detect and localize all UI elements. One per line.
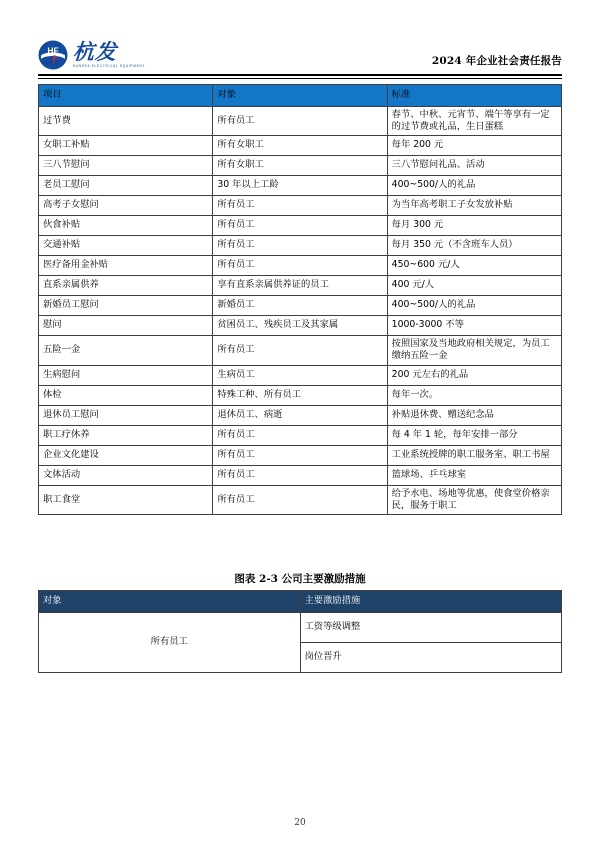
cell-target: 所有员工	[213, 425, 387, 445]
cell-target: 30 年以上工龄	[213, 176, 387, 196]
cell-measure: 工资等级调整	[300, 613, 562, 643]
cell-item: 高考子女慰问	[39, 196, 213, 216]
cell-target: 所有员工	[213, 236, 387, 256]
cell-standard: 篮球场、乒乓球室	[387, 465, 561, 485]
cell-target: 所有员工	[213, 465, 387, 485]
cell-standard: 按照国家及当地政府相关规定，为员工缴纳五险一金	[387, 336, 561, 366]
table-row	[39, 465, 562, 485]
cell-item: 老员工慰问	[39, 176, 213, 196]
logo-company-name-en: HANGFA ELECTRICAL EQUIPMENT	[73, 64, 146, 69]
incentive-table-body	[39, 613, 562, 673]
cell-standard: 400~500/人的礼品	[387, 296, 561, 316]
cell-item: 生病慰问	[39, 365, 213, 385]
running-header	[38, 0, 562, 72]
cell-target: 所有女职工	[213, 136, 387, 156]
cell-standard: 三八节慰问礼品、活动	[387, 156, 561, 176]
table-row	[39, 405, 562, 425]
header-rule-thin	[38, 78, 562, 79]
table-row	[39, 106, 562, 136]
column-header-object: 对象	[39, 591, 301, 613]
cell-standard: 每年一次。	[387, 385, 561, 405]
column-header-item: 项目	[39, 84, 213, 106]
table-row	[39, 613, 562, 643]
report-title: 2024 年企业社会责任报告	[431, 55, 562, 67]
cell-standard: 工业系统授牌的职工服务室、职工书屋	[387, 445, 561, 465]
cell-target: 所有员工	[213, 485, 387, 515]
company-logo	[38, 40, 145, 72]
cell-target: 所有员工	[213, 106, 387, 136]
cell-item: 女职工补贴	[39, 136, 213, 156]
cell-standard: 为当年高考职工子女发放补贴	[387, 196, 561, 216]
column-header-target: 对象	[213, 84, 387, 106]
cell-standard: 1000-3000 不等	[387, 316, 561, 336]
cell-item: 体检	[39, 385, 213, 405]
cell-item: 职工疗休养	[39, 425, 213, 445]
cell-target: 退休员工、病逝	[213, 405, 387, 425]
cell-target: 所有员工	[213, 445, 387, 465]
cell-target: 所有员工	[213, 196, 387, 216]
cell-item: 三八节慰问	[39, 156, 213, 176]
table-row	[39, 276, 562, 296]
cell-item: 过节费	[39, 106, 213, 136]
table-row	[39, 445, 562, 465]
section-spacer	[38, 515, 562, 571]
cell-item: 交通补贴	[39, 236, 213, 256]
cell-standard: 给予水电、场地等优惠，使食堂价格亲民，服务于职工	[387, 485, 561, 515]
table-row	[39, 236, 562, 256]
cell-target: 贫困员工、残疾员工及其家属	[213, 316, 387, 336]
page-number: 20	[294, 818, 306, 828]
cell-measure: 岗位晋升	[300, 643, 562, 673]
cell-target: 所有员工	[213, 256, 387, 276]
table-row	[39, 296, 562, 316]
cell-standard: 450~600 元/人	[387, 256, 561, 276]
cell-target: 生病员工	[213, 365, 387, 385]
cell-target: 新婚员工	[213, 296, 387, 316]
cell-item: 直系亲属供养	[39, 276, 213, 296]
cell-target: 所有女职工	[213, 156, 387, 176]
table-row	[39, 196, 562, 216]
cell-standard: 每 4 年 1 轮，每年安排一部分	[387, 425, 561, 445]
table-row	[39, 385, 562, 405]
column-header-measures: 主要激励措施	[300, 591, 562, 613]
table-row	[39, 316, 562, 336]
cell-item: 文体活动	[39, 465, 213, 485]
cell-standard: 400 元/人	[387, 276, 561, 296]
cell-item: 五险一金	[39, 336, 213, 366]
cell-standard: 春节、中秋、元宵节、端午等享有一定的过节费或礼品，生日蛋糕	[387, 106, 561, 136]
cell-item: 慰问	[39, 316, 213, 336]
employee-benefits-table	[38, 84, 562, 516]
incentive-table-caption: 图表 2-3 公司主要激励措施	[234, 573, 366, 586]
cell-object: 所有员工	[39, 613, 301, 673]
table-header-row	[39, 591, 562, 613]
table-row	[39, 216, 562, 236]
table-header-row	[39, 84, 562, 106]
cell-standard: 每年 200 元	[387, 136, 561, 156]
cell-item: 职工食堂	[39, 485, 213, 515]
header-rule-thick	[38, 74, 562, 76]
incentive-measures-table	[38, 590, 562, 673]
cell-standard: 每月 350 元（不含班车人员）	[387, 236, 561, 256]
cell-item: 新婚员工慰问	[39, 296, 213, 316]
logo-company-name-cn: 杭发	[72, 39, 118, 65]
benefits-table-body	[39, 106, 562, 515]
table-row	[39, 176, 562, 196]
cell-standard: 400~500/人的礼品	[387, 176, 561, 196]
cell-standard: 补贴退休费、赠送纪念品	[387, 405, 561, 425]
cell-standard: 200 元左右的礼品	[387, 365, 561, 385]
column-header-standard: 标准	[387, 84, 561, 106]
cell-item: 企业文化建设	[39, 445, 213, 465]
cell-item: 医疗备用金补贴	[39, 256, 213, 276]
cell-target: 所有员工	[213, 336, 387, 366]
cell-target: 享有直系亲属供养证的员工	[213, 276, 387, 296]
table-row	[39, 156, 562, 176]
table-row	[39, 485, 562, 515]
table-row	[39, 365, 562, 385]
table-row	[39, 136, 562, 156]
hf-emblem-icon	[38, 40, 68, 70]
cell-standard: 每月 300 元	[387, 216, 561, 236]
table-row	[39, 336, 562, 366]
cell-item: 退休员工慰问	[39, 405, 213, 425]
svg-text:HF: HF	[47, 45, 59, 56]
cell-item: 伙食补贴	[39, 216, 213, 236]
cell-target: 特殊工种、所有员工	[213, 385, 387, 405]
cell-target: 所有员工	[213, 216, 387, 236]
table-row	[39, 256, 562, 276]
table-row	[39, 425, 562, 445]
